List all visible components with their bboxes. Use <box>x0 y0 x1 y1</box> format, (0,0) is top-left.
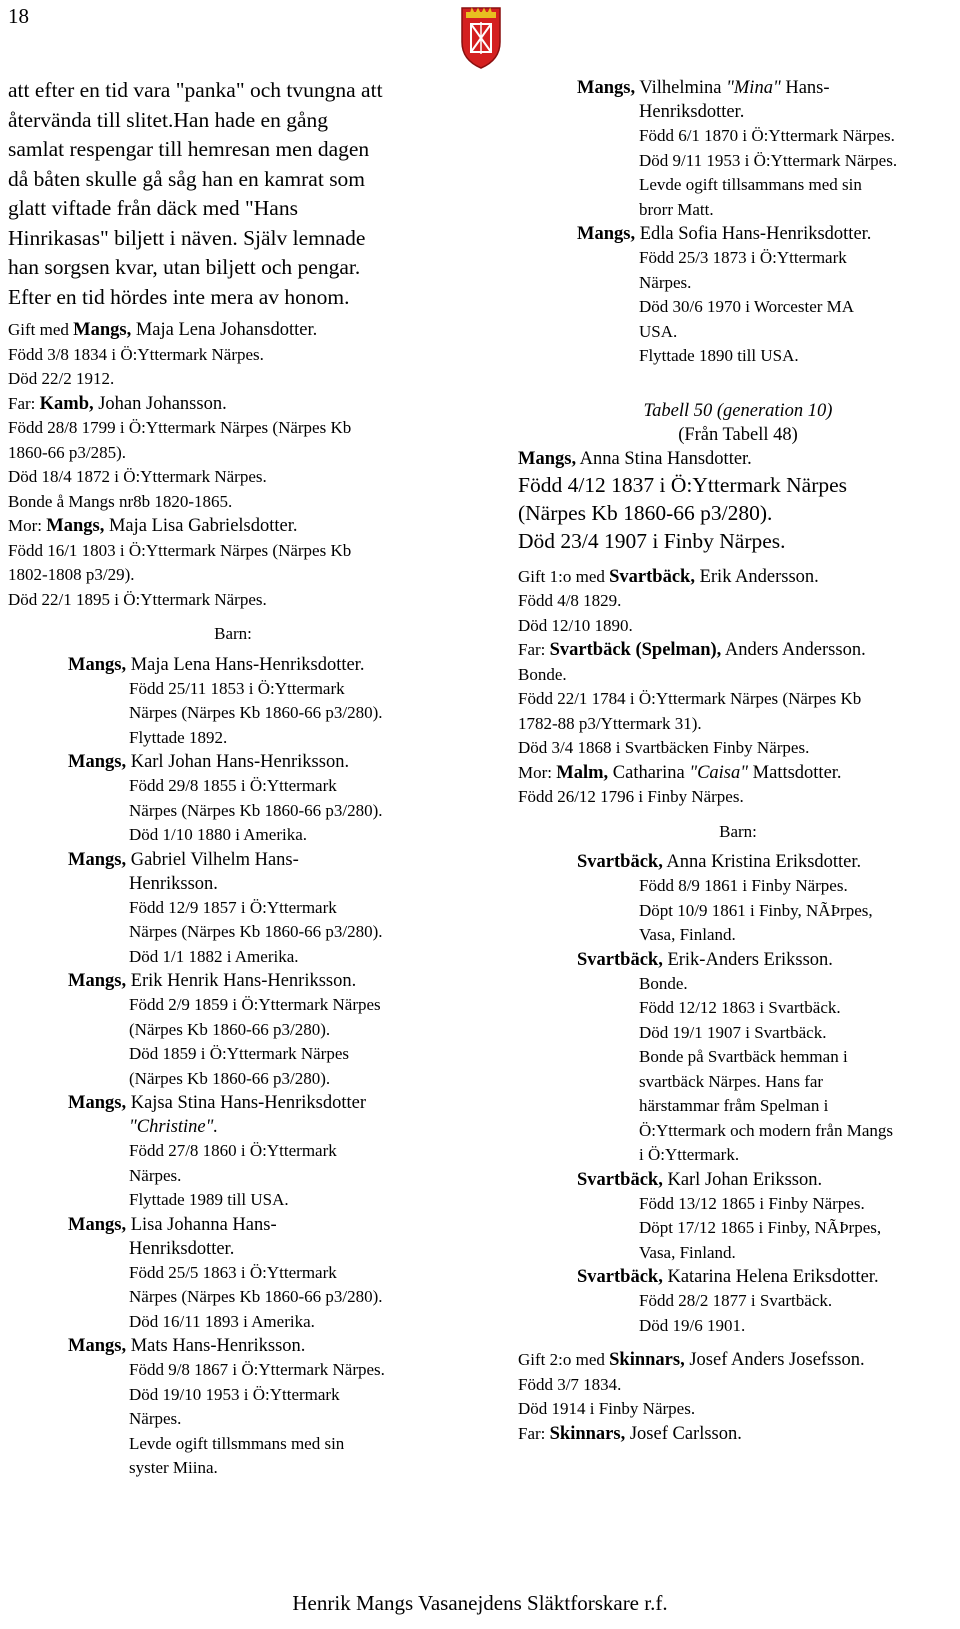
child-name: Katarina Helena Eriksdotter. <box>662 1267 879 1287</box>
main-surname: Mangs, <box>518 448 577 469</box>
child-name: Hans- <box>780 78 830 98</box>
father-detail: Född 22/1 1784 i Ö:Yttermark Närpes (Närpes Kb <box>518 689 862 708</box>
mother-detail: Född 16/1 1803 i Ö:Yttermark Närpes (Närpes Kb <box>8 540 352 560</box>
child-detail: Född 13/12 1865 i Finby Närpes. <box>639 1193 865 1213</box>
child-surname: Mangs, <box>68 1214 127 1235</box>
mother-prefix: Mor: <box>8 516 47 535</box>
child-detail: Närpes. <box>129 1409 182 1428</box>
story-line: Efter en tid hördes inte mera av honom. <box>8 284 350 309</box>
child-name: Vilhelmina <box>635 78 727 98</box>
child-surname: Mangs, <box>68 849 127 870</box>
father-detail: 1782-88 p3/Yttermark 31). <box>518 713 702 733</box>
child-detail: Flyttade 1890 till USA. <box>639 346 799 365</box>
child-entry <box>8 1334 458 1481</box>
spouse-entry <box>8 318 458 392</box>
child-entry <box>518 850 958 948</box>
child-detail: Ö:Yttermark och modern från Mangs <box>639 1120 893 1140</box>
main-detail: (Närpes Kb 1860-66 p3/280). <box>518 500 773 525</box>
spouse-surname: Mangs, <box>73 320 132 340</box>
child-name: Karl Johan Eriksson. <box>662 1169 823 1190</box>
mother-surname: Malm, <box>556 762 609 783</box>
father-detail: Bonde å Mangs nr8b 1820-1865. <box>8 491 233 511</box>
children-list <box>8 653 458 1481</box>
table-title: Tabell 50 (generation 10) <box>643 400 833 421</box>
child-detail: Död 30/6 1970 i Worcester MA <box>639 297 855 316</box>
child-detail: Född 12/12 1863 i Svartbäck. <box>639 998 841 1017</box>
child-detail: Död 19/1 1907 i Svartbäck. <box>639 1022 827 1042</box>
page-number: 18 <box>8 4 29 28</box>
children-heading: Barn: <box>214 624 252 643</box>
child-detail: Flyttade 1892. <box>129 727 228 747</box>
main-detail: Död 23/4 1907 i Finby Närpes. <box>518 528 786 553</box>
spouse-name: Josef Anders Josefsson. <box>684 1350 865 1370</box>
child-name: Karl Johan Hans-Henriksson. <box>126 752 350 772</box>
child-surname: Svartbäck, <box>577 949 663 970</box>
spouse-surname: Skinnars, <box>609 1350 685 1370</box>
right-column <box>518 76 958 1446</box>
child-detail: Levde ogift tillsammans med sin <box>639 175 862 194</box>
child-detail: Närpes (Närpes Kb 1860-66 p3/280). <box>129 1287 383 1306</box>
child-surname: Mangs, <box>577 224 636 244</box>
children-list <box>518 850 958 1338</box>
spouse-surname: Svartbäck, <box>609 566 695 587</box>
child-detail: Född 9/8 1867 i Ö:Yttermark Närpes. <box>129 1360 385 1379</box>
child-detail: Född 27/8 1860 i Ö:Yttermark <box>129 1141 337 1160</box>
child-entry <box>518 1168 958 1266</box>
mother-detail: 1802-1808 p3/29). <box>8 565 135 584</box>
child-detail: härstammar fråm Spelman i <box>639 1096 829 1115</box>
mother-name: Catharina <box>608 762 690 783</box>
father-detail: 1860-66 p3/285). <box>8 442 127 462</box>
child-detail: Död 19/10 1953 i Ö:Yttermark <box>129 1384 340 1404</box>
child-surname: Mangs, <box>68 1336 127 1356</box>
coat-of-arms-logo <box>456 4 506 70</box>
child-name: Erik Henrik Hans-Henriksson. <box>126 971 357 991</box>
father-entry <box>8 392 458 515</box>
spouse-detail: Död 1914 i Finby Närpes. <box>518 1399 696 1418</box>
child-name: Mats Hans-Henriksson. <box>126 1336 306 1356</box>
child-name-cont: Henriksson. <box>129 873 218 894</box>
spouse-prefix: Gift med <box>8 320 74 339</box>
mother-surname: Mangs, <box>46 516 105 536</box>
child-detail: Död 1859 i Ö:Yttermark Närpes <box>129 1044 350 1063</box>
story-line: samlat respengar till hemresan men dagen <box>8 137 370 161</box>
child-surname: Svartbäck, <box>577 1169 663 1190</box>
table-from: (Från Tabell 48) <box>678 424 798 445</box>
mother-name: Maja Lisa Gabrielsdotter. <box>104 516 298 536</box>
child-entry <box>518 222 958 369</box>
child-name-cont: Henriksdotter. <box>639 102 745 122</box>
child-entry <box>8 653 458 751</box>
story-line: då båten skulle gå såg han en kamrat som <box>8 166 366 191</box>
child-entry <box>518 948 958 1168</box>
child-detail: Närpes (Närpes Kb 1860-66 p3/280). <box>129 703 383 722</box>
child-detail: USA. <box>639 321 678 341</box>
child-name: Erik-Anders Eriksson. <box>662 949 833 970</box>
child-nickname: "Christine". <box>129 1117 219 1137</box>
child-surname: Mangs, <box>68 971 127 991</box>
child-name: Gabriel Vilhelm Hans- <box>126 849 299 870</box>
story-line: att efter en tid vara "panka" och tvungna att <box>8 78 383 102</box>
child-detail: Född 29/8 1855 i Ö:Yttermark <box>129 776 337 795</box>
child-detail: Bonde på Svartbäck hemman i <box>639 1047 848 1066</box>
main-detail: Född 4/12 1837 i Ö:Yttermark Närpes <box>518 472 848 497</box>
child-detail: Född 25/5 1863 i Ö:Yttermark <box>129 1262 337 1282</box>
child-detail: Död 9/11 1953 i Ö:Yttermark Närpes. <box>639 150 898 170</box>
marriage-prefix: Gift 1:o med <box>518 566 610 586</box>
child-detail: Närpes. <box>639 272 692 292</box>
spouse-name: Erik Andersson. <box>694 566 819 587</box>
spouse-detail: Död 12/10 1890. <box>518 615 633 635</box>
child-name: Anna Kristina Eriksdotter. <box>662 852 862 872</box>
child-name: Kajsa Stina Hans-Henriksdotter <box>126 1093 367 1113</box>
story-paragraph <box>8 76 458 312</box>
child-entry <box>8 1091 458 1213</box>
father-detail: Död 18/4 1872 i Ö:Yttermark Närpes. <box>8 467 267 486</box>
child-detail: svartbäck Närpes. Hans far <box>639 1071 824 1091</box>
children-heading: Barn: <box>719 821 757 841</box>
child-name: Maja Lena Hans-Henriksdotter. <box>126 654 365 675</box>
page-footer: Henrik Mangs Vasanejdens Släktforskare r.f. <box>292 1591 668 1615</box>
child-surname: Mangs, <box>68 654 127 675</box>
mother-detail: Död 22/1 1895 i Ö:Yttermark Närpes. <box>8 589 267 609</box>
child-detail: (Närpes Kb 1860-66 p3/280). <box>129 1019 331 1039</box>
child-detail: Född 28/2 1877 i Svartbäck. <box>639 1291 833 1310</box>
child-detail: syster Miina. <box>129 1458 218 1477</box>
child-detail: Närpes. <box>129 1165 182 1185</box>
child-name-cont: Henriksdotter. <box>129 1238 235 1259</box>
child-detail: Flyttade 1989 till USA. <box>129 1190 289 1209</box>
father-detail: Född 28/8 1799 i Ö:Yttermark Närpes (Närpes Kb <box>8 418 352 437</box>
child-entry <box>8 969 458 1091</box>
father-surname: Skinnars, <box>549 1423 626 1444</box>
mother-detail: Född 26/12 1796 i Finby Närpes. <box>518 787 744 806</box>
spouse-name: Maja Lena Johansdotter. <box>131 320 318 340</box>
child-surname: Mangs, <box>68 752 127 772</box>
left-column <box>8 76 458 1481</box>
father-detail: Död 3/4 1868 i Svartbäcken Finby Närpes. <box>518 738 810 757</box>
father-surname: Svartbäck (Spelman), <box>549 640 722 660</box>
marriage-prefix: Gift 2:o med <box>518 1350 610 1369</box>
mother-prefix: Mor: <box>518 762 557 782</box>
mother-name: Mattsdotter. <box>748 762 842 783</box>
child-detail: Närpes (Närpes Kb 1860-66 p3/280). <box>129 800 383 820</box>
child-name: Edla Sofia Hans-Henriksdotter. <box>635 224 872 244</box>
child-detail: (Närpes Kb 1860-66 p3/280). <box>129 1068 331 1088</box>
child-detail: Vasa, Finland. <box>639 1242 736 1262</box>
main-person-entry <box>518 447 958 555</box>
child-entry <box>8 750 458 848</box>
father-prefix: Far: <box>518 1423 550 1443</box>
father-name: Josef Carlsson. <box>625 1423 742 1444</box>
spouse-detail: Född 4/8 1829. <box>518 591 622 610</box>
child-entry <box>8 848 458 970</box>
father-surname: Kamb, <box>39 393 94 414</box>
story-line: återvända till slitet.Han hade en gång <box>8 107 328 132</box>
child-detail: Vasa, Finland. <box>639 925 736 944</box>
child-detail: Död 19/6 1901. <box>639 1315 746 1335</box>
child-detail: Född 25/11 1853 i Ö:Yttermark <box>129 678 345 698</box>
child-detail: Död 1/1 1882 i Amerika. <box>129 946 299 966</box>
child-detail: Född 12/9 1857 i Ö:Yttermark <box>129 897 337 917</box>
child-detail: Levde ogift tillsmmans med sin <box>129 1433 345 1453</box>
child-detail: i Ö:Yttermark. <box>639 1145 740 1164</box>
child-entry <box>8 1213 458 1335</box>
child-surname: Mangs, <box>68 1093 127 1113</box>
story-line: Hinrikasas" biljett i näven. Själv lemnade <box>8 225 366 250</box>
child-detail: Född 25/3 1873 i Ö:Yttermark <box>639 248 847 267</box>
father-name: Johan Johansson. <box>93 393 227 414</box>
father-name: Anders Andersson. <box>721 640 866 660</box>
story-line: glatt viftade från däck med "Hans <box>8 196 298 220</box>
child-detail: Bonde. <box>639 973 688 993</box>
main-name: Anna Stina Hansdotter. <box>576 448 752 469</box>
child-detail: brorr Matt. <box>639 199 714 219</box>
spouse-detail: Född 3/8 1834 i Ö:Yttermark Närpes. <box>8 344 264 364</box>
child-name: Lisa Johanna Hans- <box>126 1214 277 1235</box>
child-detail: Döpt 17/12 1865 i Finby, NÃÞrpes, <box>639 1218 882 1237</box>
child-detail: Född 2/9 1859 i Ö:Yttermark Närpes <box>129 995 381 1014</box>
child-entry <box>518 1265 958 1338</box>
marriage-2-entry <box>518 1348 958 1446</box>
child-surname: Mangs, <box>577 78 636 98</box>
child-detail: Född 6/1 1870 i Ö:Yttermark Närpes. <box>639 126 895 145</box>
mother-entry <box>8 514 458 612</box>
child-detail: Närpes (Närpes Kb 1860-66 p3/280). <box>129 922 383 941</box>
child-surname: Svartbäck, <box>577 852 663 872</box>
child-detail: Död 16/11 1893 i Amerika. <box>129 1311 315 1331</box>
father-prefix: Far: <box>8 393 40 413</box>
child-detail: Döpt 10/9 1861 i Finby, NÃÞrpes, <box>639 900 873 920</box>
story-line: han sorgsen kvar, utan biljett och pengar. <box>8 255 361 279</box>
mother-nickname: "Caisa" <box>689 762 749 783</box>
spouse-detail: Död 22/2 1912. <box>8 369 115 388</box>
child-nickname: "Mina" <box>726 78 781 98</box>
father-prefix: Far: <box>518 640 550 659</box>
spouse-detail: Född 3/7 1834. <box>518 1374 622 1394</box>
child-entry <box>518 76 958 222</box>
father-detail: Bonde. <box>518 664 567 684</box>
marriage-1-entry <box>518 565 958 810</box>
child-surname: Svartbäck, <box>577 1267 663 1287</box>
child-detail: Född 8/9 1861 i Finby Närpes. <box>639 876 848 895</box>
child-detail: Död 1/10 1880 i Amerika. <box>129 825 308 844</box>
